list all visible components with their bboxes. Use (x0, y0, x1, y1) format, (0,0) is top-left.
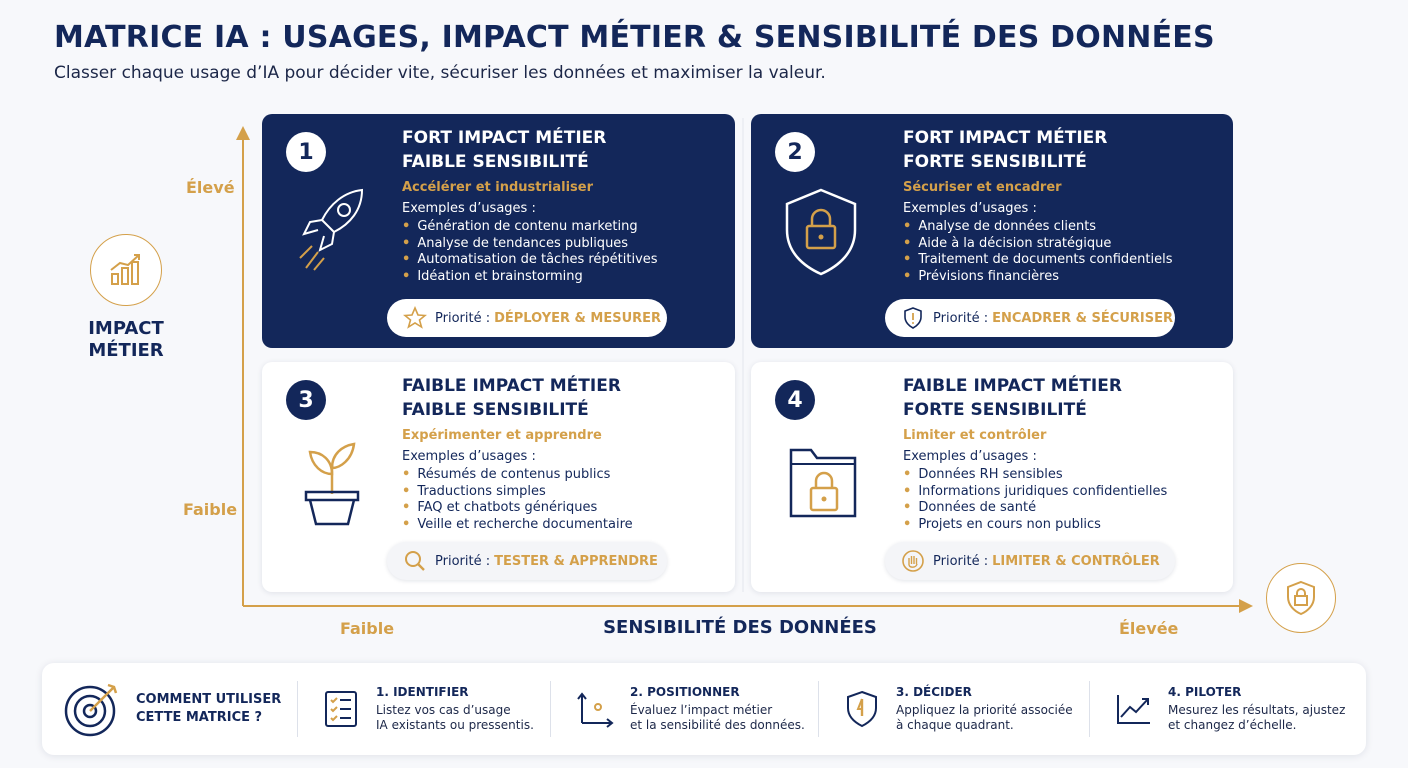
priority-value: ENCADRER & SÉCURISER (992, 310, 1173, 326)
list-item: • Résumés de contenus publics (402, 467, 722, 484)
page-subtitle: Classer chaque usage d’IA pour décider vite, sécuriser les données et maximiser la valeur. (54, 63, 826, 83)
list-item: • Traitement de documents confidentiels (903, 252, 1223, 269)
examples-label: Exemples d’usages : (402, 449, 536, 464)
priority-label: Priorité : (933, 310, 989, 326)
step-identifier (322, 663, 534, 755)
examples-list (903, 467, 1223, 533)
priority-value: LIMITER & CONTRÔLER (992, 553, 1160, 569)
list-item: • Veille et recherche documentaire (402, 517, 722, 534)
step-line2: IA existants ou pressentis. (376, 718, 534, 732)
rocket-icon (292, 186, 372, 282)
how-to-title-line1: COMMENT UTILISER (136, 692, 282, 707)
priority-value: DÉPLOYER & MESURER (494, 310, 662, 326)
y-axis-title: IMPACT MÉTIER (88, 318, 164, 361)
step-heading: 3. DÉCIDER (896, 685, 972, 699)
shield-icon (842, 689, 882, 729)
quadrant-title-line1: FAIBLE IMPACT MÉTIER (903, 376, 1122, 396)
quadrant-2 (751, 114, 1233, 348)
quadrant-4 (751, 362, 1233, 592)
hand-stop-icon (901, 549, 925, 573)
list-item: • Projets en cours non publics (903, 517, 1223, 534)
x-axis-low-label: Faible (340, 619, 395, 638)
how-to-bar (42, 663, 1366, 755)
priority-badge (885, 542, 1175, 580)
plant-icon (292, 434, 372, 530)
x-axis-title: SENSIBILITÉ DES DONNÉES (603, 617, 877, 638)
priority-badge (387, 299, 667, 337)
list-item: • Aide à la décision stratégique (903, 236, 1223, 253)
list-item: • Informations juridiques confidentielles (903, 484, 1223, 501)
axes-icon (576, 689, 616, 729)
how-to-title-line2: CETTE MATRICE ? (136, 710, 263, 725)
priority-label: Priorité : (435, 553, 491, 569)
quadrant-number: 4 (775, 380, 815, 420)
folder-lock-icon (781, 434, 861, 530)
list-item: • Prévisions financières (903, 269, 1223, 286)
y-axis-high-label: Élevé (186, 178, 235, 197)
quadrant-subtitle: Limiter et contrôler (903, 428, 1047, 443)
quadrant-title-line2: FORTE SENSIBILITÉ (903, 400, 1087, 420)
list-item: • Données de santé (903, 500, 1223, 517)
list-item: • Données RH sensibles (903, 467, 1223, 484)
quadrant-title-line2: FORTE SENSIBILITÉ (903, 152, 1087, 172)
list-item: • Idéation et brainstorming (402, 269, 722, 286)
x-axis-high-label: Élevée (1119, 619, 1179, 638)
priority-label: Priorité : (933, 553, 989, 569)
priority-value: TESTER & APPRENDRE (494, 553, 658, 569)
step-positionner (576, 663, 805, 755)
examples-label: Exemples d’usages : (903, 201, 1037, 216)
page-title: MATRICE IA : USAGES, IMPACT MÉTIER & SENSIBILITÉ DES DONNÉES (54, 20, 1215, 55)
quadrant-subtitle: Accélérer et industrialiser (402, 180, 594, 195)
shield-lock-icon (781, 186, 861, 282)
quadrant-1 (262, 114, 735, 348)
quadrant-title-line1: FAIBLE IMPACT MÉTIER (402, 376, 621, 396)
step-line2: à chaque quadrant. (896, 718, 1014, 732)
bar-chart-growth-icon (90, 234, 162, 306)
y-axis-low-label: Faible (183, 500, 238, 519)
quadrant-title-line2: FAIBLE SENSIBILITÉ (402, 400, 589, 420)
quadrant-subtitle: Expérimenter et apprendre (402, 428, 602, 443)
list-item: • Traductions simples (402, 484, 722, 501)
priority-badge (387, 542, 667, 580)
step-piloter (1114, 663, 1345, 755)
quadrant-title-line1: FORT IMPACT MÉTIER (402, 128, 607, 148)
step-heading: 2. POSITIONNER (630, 685, 740, 699)
list-item: • Analyse de données clients (903, 219, 1223, 236)
list-item: • Automatisation de tâches répétitives (402, 252, 722, 269)
step-decider (842, 663, 1073, 755)
step-line1: Mesurez les résultats, ajustez (1168, 703, 1346, 717)
quadrant-number: 3 (286, 380, 326, 420)
step-heading: 4. PILOTER (1168, 685, 1242, 699)
list-item: • Analyse de tendances publiques (402, 236, 722, 253)
shield-lock-icon (1266, 563, 1336, 633)
step-line1: Évaluez l’impact métier (630, 703, 773, 717)
line-chart-icon (1114, 689, 1154, 729)
quadrant-subtitle: Sécuriser et encadrer (903, 180, 1062, 195)
examples-list (903, 219, 1223, 285)
examples-list (402, 467, 722, 533)
examples-list (402, 219, 722, 285)
quadrant-title-line1: FORT IMPACT MÉTIER (903, 128, 1108, 148)
star-icon (403, 306, 427, 330)
step-line1: Appliquez la priorité associée (896, 703, 1073, 717)
shield-icon (901, 306, 925, 330)
quadrant-title-line2: FAIBLE SENSIBILITÉ (402, 152, 589, 172)
step-line1: Listez vos cas d’usage (376, 703, 511, 717)
list-item: • FAQ et chatbots génériques (402, 500, 722, 517)
examples-label: Exemples d’usages : (402, 201, 536, 216)
quadrant-number: 1 (286, 132, 326, 172)
quadrant-number: 2 (775, 132, 815, 172)
priority-label: Priorité : (435, 310, 491, 326)
examples-label: Exemples d’usages : (903, 449, 1037, 464)
list-item: • Génération de contenu marketing (402, 219, 722, 236)
step-line2: et la sensibilité des données. (630, 718, 805, 732)
checklist-icon (322, 689, 362, 729)
magnifier-icon (403, 549, 427, 573)
step-heading: 1. IDENTIFIER (376, 685, 469, 699)
priority-badge (885, 299, 1175, 337)
step-line2: et changez d’échelle. (1168, 718, 1297, 732)
quadrant-3 (262, 362, 735, 592)
target-icon (62, 679, 122, 739)
